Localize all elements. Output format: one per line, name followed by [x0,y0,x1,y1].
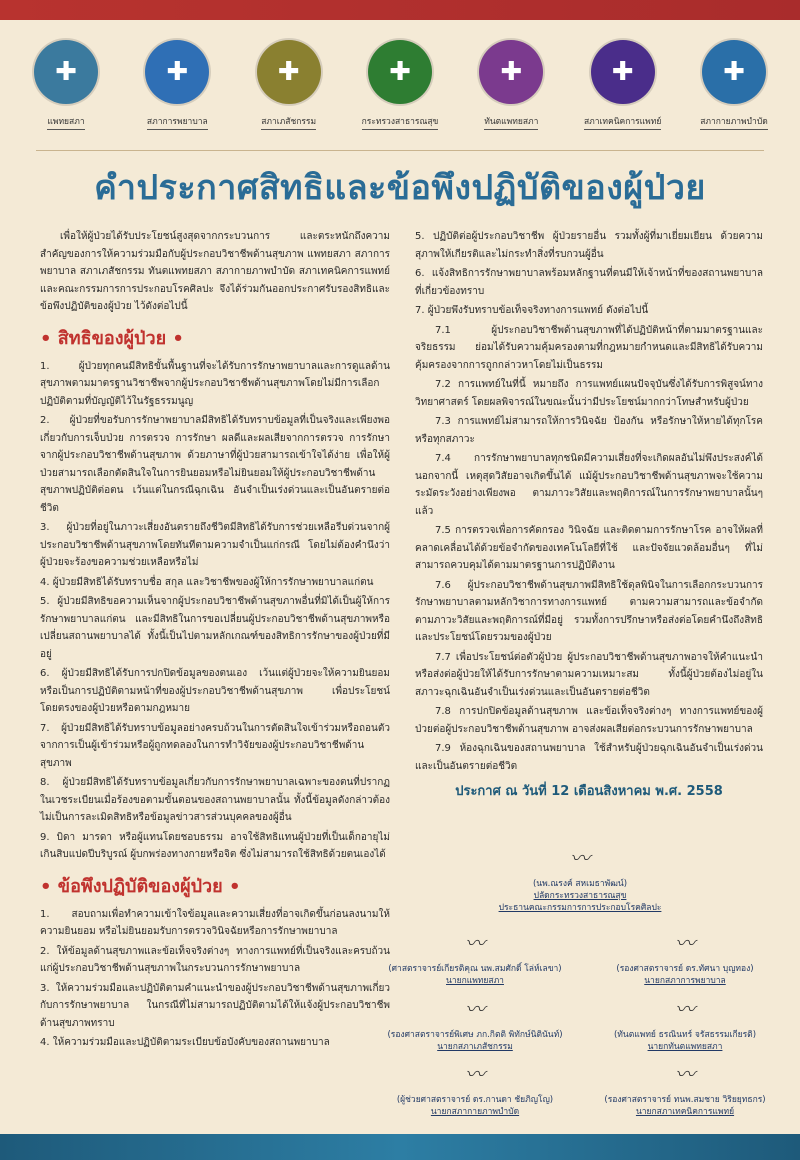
logo-label: สภาการพยาบาล [147,114,208,130]
top-color-band [0,0,800,20]
signature-scribble: 〰 [465,997,485,1021]
right-item: 6. ผู้ป่วยมีสิทธิได้รับการปกปิดข้อมูลของตนเอง เว้นแต่ผู้ป่วยจะให้ความยินยอมหรือเป็นการปฏิบัติตามหน้าที่ของผู้ประกอบวิชาชีพด้านสุขภาพ เพื่อประโยชน์โดยตรงของผู้ป่วยหรือตามกฎหมาย [40,668,390,714]
signature-scribble: 〰 [675,997,695,1021]
signatory-name: (รองศาสตราจารย์พิเศษ ภก.กิตติ พิทักษ์นิตินันท์) [387,1030,563,1040]
fact-item: 7.9 ห้องฉุกเฉินของสถานพยาบาล ใช้สำหรับผู้ป่วยฉุกเฉินอันจำเป็นเร่งด่วนและเป็นอันตรายต่อชีวิต [415,743,763,772]
signature-block [470,846,690,914]
right-column [415,228,763,815]
fact-item: 7.5 การตรวจเพื่อการคัดกรอง วินิจฉัย และติดตามการรักษาโรค อาจให้ผลที่คลาดเคลื่อนได้ด้วยข้อจำกัดของเทคโนโลยีที่ใช้ และปัจจัยแวดล้อมอื่นๆ ที่ไม่สามารถควบคุมได้ตามมาตรฐานการปฏิบัติงาน [415,525,763,571]
fact-item: 7.4 การรักษาพยาบาลทุกชนิดมีความเสี่ยงที่จะเกิดผลอันไม่พึงประสงค์ได้ นอกจากนี้ เหตุสุดวิสัยอาจเกิดขึ้นได้ แม้ผู้ประกอบวิชาชีพด้านสุขภาพจะใช้ความระมัดระวังอย่างเพียงพอ ตามภาวะวิสัยและพฤติการณ์ในการรักษาพยาบาลนั้นๆ แล้ว [415,453,763,517]
rights-list [40,358,390,864]
left-column [40,228,390,1054]
signatory-title-secondary: ประธานคณะกรรมการการประกอบโรคศิลปะ [498,903,662,913]
fact-item: 7.2 การแพทย์ในที่นี้ หมายถึง การแพทย์แผนปัจจุบันซึ่งได้รับการพิสูจน์ทางวิทยาศาสตร์ โดยผลพิจารณ์ในขณะนั้นว่ามีประโยชน์มากกว่าโทษสำหรับผู้ป่วย [415,379,763,408]
logo-item [20,28,112,140]
pharmacy-council-emblem: ✚ [257,40,321,104]
signature-scribble: 〰 [675,1062,695,1086]
signatory-name: (รองศาสตราจารย์ ดร.ทัศนา บุญทอง) [616,964,754,974]
logo-label: กระทรวงสาธารณสุข [362,114,439,130]
logo-label: สภาเภสัชกรรม [261,114,316,130]
logo-item [465,28,557,140]
logo-label: ทันตแพทยสภา [484,114,538,130]
intro-paragraph: เพื่อให้ผู้ป่วยได้รับประโยชน์สูงสุดจากกระบวนการ และตระหนักถึงความสำคัญของการให้ความร่วมมือกับผู้ประกอบวิชาชีพด้านสุขภาพ แพทยสภา สภาการพยาบาล สภาเภสัชกรรม ทันตแพทยสภา สภากายภาพบำบัด สภาเทคนิคการแพทย์ และคณะกรรมการการประกอบโรคศิลปะ จึงได้ร่วมกันออกประกาศรับรองสิทธิและข้อพึงปฏิบัติของผู้ป่วย ไว้ดังต่อไปนี้ [40,231,390,312]
signatory-title: นายกสภาการพยาบาล [644,976,726,986]
signature-block [570,931,800,987]
header-divider [36,150,764,151]
rights-heading: • สิทธิของผู้ป่วย • [40,327,184,349]
nursing-council-emblem: ✚ [145,40,209,104]
signature-block [570,1062,800,1118]
right-item: 3. ผู้ป่วยที่อยู่ในภาวะเสี่ยงอันตรายถึงชีวิตมีสิทธิได้รับการช่วยเหลือรีบด่วนจากผู้ประกอบวิชาชีพด้านสุขภาพโดยทันทีตามความจำเป็นแก่กรณี โดยไม่ต้องคำนึงว่าผู้ป่วยจะร้องขอความช่วยเหลือหรือไม่ [40,522,390,568]
dental-council-emblem: ✚ [479,40,543,104]
medical-technology-council-emblem: ✚ [591,40,655,104]
signature-scribble: 〰 [465,931,485,955]
signature-block [360,1062,590,1118]
right-item: 9. บิดา มารดา หรือผู้แทนโดยชอบธรรม อาจใช้สิทธิแทนผู้ป่วยที่เป็นเด็กอายุไม่เกินสิบแปดปีบริบูรณ์ ผู้บกพร่องทางกายหรือจิต ซึ่งไม่สามารถใช้สิทธิด้วยตนเองได้ [40,831,390,860]
duty-item: 7. ผู้ป่วยพึงรับทราบข้อเท็จจริงทางการแพทย์ ดังต่อไปนี้ [415,305,649,316]
signatory-title: นายกทันตแพทยสภา [647,1042,723,1052]
physical-therapy-council-emblem: ✚ [702,40,766,104]
announcement-date: ประกาศ ณ วันที่ 12 เดือนสิงหาคม พ.ศ. 2558 [455,784,723,799]
signatory-name: (นพ.ณรงค์ สหเมธาพัฒน์) [532,879,628,889]
right-item: 7. ผู้ป่วยมีสิทธิได้รับทราบข้อมูลอย่างครบถ้วนในการตัดสินใจเข้าร่วมหรือถอนตัวจากการเป็นผู้เข้าร่วมหรือผู้ถูกทดลองในการทำวิจัยของผู้ประกอบวิชาชีพด้านสุขภาพ [40,722,390,769]
duty-item: 2. ให้ข้อมูลด้านสุขภาพและข้อเท็จจริงต่างๆ ทางการแพทย์ที่เป็นจริงและครบถ้วนแก่ผู้ประกอบวิชาชีพด้านสุขภาพในกระบวนการรักษาพยาบาล [40,945,390,974]
fact-item: 7.6 ผู้ประกอบวิชาชีพด้านสุขภาพมีสิทธิใช้ดุลพินิจในการเลือกกระบวนการรักษาพยาบาลตามหลักวิชาการทางการแพทย์ ตามความสามารถและข้อจำกัด ตามภาวะวิสัยและพฤติการณ์ที่มีอยู่ รวมทั้งการปรึกษาหรือส่งต่อโดยคำนึงถึงสิทธิและประโยชน์โดยรวมของผู้ป่วย [415,579,763,643]
signatory-title: นายกสภาเภสัชกรรม [437,1042,513,1052]
signature-scribble: 〰 [465,1062,485,1086]
right-item: 2. ผู้ป่วยที่ขอรับการรักษาพยาบาลมีสิทธิได้รับทราบข้อมูลที่เป็นจริงและเพียงพอเกี่ยวกับการเจ็บป่วย การตรวจ การรักษา ผลดีและผลเสียจากการตรวจ การรักษาจากผู้ประกอบวิชาชีพด้านสุขภาพ ด้วยภาษาที่ผู้ป่วยสามารถเข้าใจได้ง่าย เพื่อให้ผู้ป่วยสามารถเลือกตัดสินใจในการยินยอมหรือไม่ยินยอมให้ผู้ประกอบวิชาชีพด้านสุขภาพปฏิบัติต่อตน เว้นแต่ในกรณีฉุกเฉิน อันจำเป็นเร่งด่วนและเป็นอันตรายต่อชีวิต [40,415,390,514]
duty-item: 6. แจ้งสิทธิการรักษาพยาบาลพร้อมหลักฐานที่ตนมีให้เจ้าหน้าที่ของสถานพยาบาลที่เกี่ยวข้องทราบ [415,268,763,297]
medical-council-emblem: ✚ [34,40,98,104]
ministry-of-public-health-emblem: ✚ [368,40,432,104]
page-title: คำประกาศสิทธิและข้อพึงปฏิบัติของผู้ป่วย [94,168,706,208]
fact-item: 7.8 การปกปิดข้อมูลด้านสุขภาพ และข้อเท็จจริงต่างๆ ทางการแพทย์ของผู้ป่วยต่อผู้ประกอบวิชาชีพด้านสุขภาพ อาจส่งผลเสียต่อกระบวนการรักษาพยาบาล [415,706,763,735]
signatory-title: นายกแพทยสภา [446,976,504,986]
logo-label: สภาเทคนิคการแพทย์ [584,114,661,130]
duty-item: 4. ให้ความร่วมมือและปฏิบัติตามระเบียบข้อบังคับของสถานพยาบาล [40,1037,330,1048]
signature-block [360,931,590,987]
signature-scribble: 〰 [675,931,695,955]
duties-heading: • ข้อพึงปฏิบัติของผู้ป่วย • [40,875,241,897]
right-item: 4. ผู้ป่วยมีสิทธิได้รับทราบชื่อ สกุล และวิชาชีพของผู้ให้การรักษาพยาบาลแก่ตน [40,576,374,588]
logo-item [243,28,335,140]
logo-item [577,28,669,140]
signature-scribble: 〰 [570,846,590,870]
duty-item: 3. ให้ความร่วมมือและปฏิบัติตามคำแนะนำของผู้ประกอบวิชาชีพด้านสุขภาพเกี่ยวกับการรักษาพยาบาล ในกรณีที่ไม่สามารถปฏิบัติตามได้ให้แจ้งผู้ประกอบวิชาชีพด้านสุขภาพทราบ [40,982,390,1029]
signatory-name: (ศาสตราจารย์เกียรติคุณ นพ.สมศักดิ์ โล่ห์เลขา) [388,964,562,974]
fact-item: 7.3 การแพทย์ไม่สามารถให้การวินิจฉัย ป้องกัน หรือรักษาให้หายได้ทุกโรคหรือทุกสภาวะ [415,416,763,445]
duties-list [40,906,390,1052]
logo-label: สภากายภาพบำบัด [700,114,768,130]
signatory-title: ปลัดกระทรวงสาธารณสุข [533,891,627,901]
fact-item: 7.7 เพื่อประโยชน์ต่อตัวผู้ป่วย ผู้ประกอบวิชาชีพด้านสุขภาพอาจให้คำแนะนำหรือส่งต่อผู้ป่วยให้ได้รับการรักษาตามความเหมาะสม ทั้งนี้ผู้ป่วยต้องไม่อยู่ในสภาวะฉุกเฉินอันจำเป็นเร่งด่วนและเป็นอันตรายต่อชีวิต [415,651,763,698]
signature-block [570,997,800,1053]
logo-item [354,28,446,140]
fact-item: 7.1 ผู้ประกอบวิชาชีพด้านสุขภาพที่ได้ปฏิบัติหน้าที่ตามมาตรฐานและจริยธรรม ย่อมได้รับความคุ้มครองตามที่กฎหมายกำหนดและมีสิทธิได้รับความคุ้มครองจากการถูกกล่าวหาโดยไม่เป็นธรรม [415,324,763,371]
signatory-name: (รองศาสตราจารย์ ทนพ.สมชาย วิริยยุทธกร) [604,1095,766,1105]
signature-block [360,997,590,1053]
logo-item [688,28,780,140]
right-item: 5. ผู้ป่วยมีสิทธิขอความเห็นจากผู้ประกอบวิชาชีพด้านสุขภาพอื่นที่มิได้เป็นผู้ให้การรักษาพยาบาลแก่ตน และมีสิทธิในการขอเปลี่ยนผู้ประกอบวิชาชีพด้านสุขภาพหรือเปลี่ยนสถานพยาบาลได้ ทั้งนี้เป็นไปตามหลักเกณฑ์ของสิทธิการรักษาของผู้ป่วยที่มีอยู่ [40,596,390,660]
signatory-title: นายกสภากายภาพบำบัด [430,1107,520,1117]
logo-label: แพทยสภา [47,114,84,130]
duties-list-continued [415,228,763,320]
logo-strip [20,28,780,140]
logo-item [131,28,223,140]
right-item: 1. ผู้ป่วยทุกคนมีสิทธิขั้นพื้นฐานที่จะได้รับการรักษาพยาบาลและการดูแลด้านสุขภาพตามมาตรฐานวิชาชีพจากผู้ประกอบวิชาชีพด้านสุขภาพโดยไม่มีการเลือกปฏิบัติตามที่บัญญัติไว้ในรัฐธรรมนูญ [40,360,390,407]
right-item: 8. ผู้ป่วยมีสิทธิได้รับทราบข้อมูลเกี่ยวกับการรักษาพยาบาลเฉพาะของตนที่ปรากฏในเวชระเบียนเมื่อร้องขอตามขั้นตอนของสถานพยาบาลนั้น ทั้งนี้ข้อมูลดังกล่าวต้องไม่เป็นการละเมิดสิทธิหรือข้อมูลข่าวสารส่วนบุคคลของผู้อื่น [40,777,390,823]
bottom-color-band [0,1134,800,1160]
signatory-name: (ทันตแพทย์ ธรณินทร์ จรัสธรรมเกียรติ) [613,1030,757,1040]
duty-item: 5. ปฏิบัติต่อผู้ประกอบวิชาชีพ ผู้ป่วยรายอื่น รวมทั้งผู้ที่มาเยี่ยมเยียน ด้วยความสุภาพให้เกียรติและไม่กระทำสิ่งที่รบกวนผู้อื่น [415,231,763,260]
medical-facts-list [415,322,763,776]
signatory-name: (ผู้ช่วยศาสตราจารย์ ดร.กานดา ชัยภิญโญ) [396,1095,554,1105]
duty-item: 1. สอบถามเพื่อทำความเข้าใจข้อมูลและความเสี่ยงที่อาจเกิดขึ้นก่อนลงนามให้ความยินยอม หรือไม่ยินยอมรับการตรวจวินิจฉัยหรือการรักษาพยาบาล [40,908,390,937]
signatory-title: นายกสภาเทคนิคการแพทย์ [635,1107,735,1117]
